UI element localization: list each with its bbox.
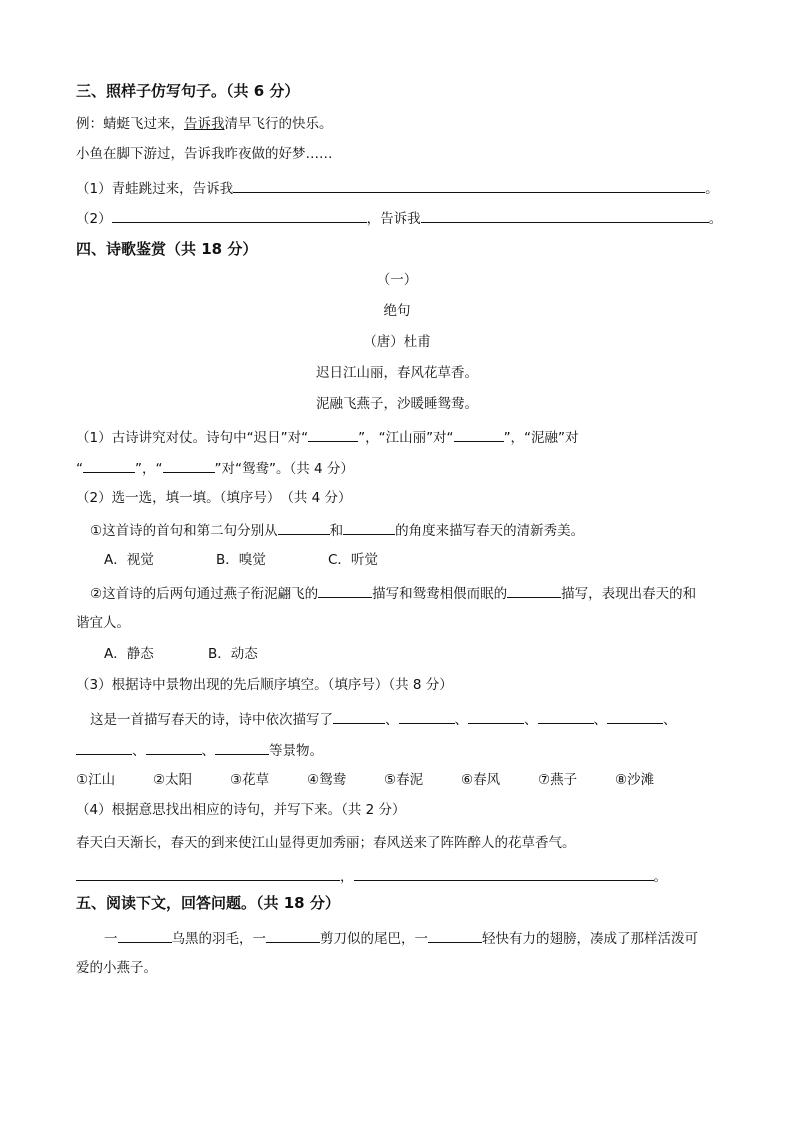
q4-text: 春天白天渐长，春天的到来使江山显得更加秀丽；春风送来了阵阵醉人的花草香气。	[76, 835, 576, 851]
q2-options-2	[104, 645, 258, 663]
q1-text-b: ”，“江山丽”对“	[358, 430, 454, 446]
q2-1-text-c: 的角度来描写春天的清新秀美。	[395, 523, 585, 539]
s3-question-2	[76, 208, 722, 228]
option-a[interactable]: A．视觉	[104, 552, 154, 568]
option-a[interactable]: A．静态	[104, 646, 154, 662]
q3-blank-4[interactable]	[538, 709, 594, 724]
q3-title: （3）根据诗中景物出现的先后顺序填空。（填序号）（共 8 分）	[76, 677, 453, 693]
s5-text-a: 一	[104, 931, 118, 947]
option-c[interactable]: C．听觉	[328, 552, 378, 568]
q1-line-1	[76, 427, 579, 447]
q3-option-4: ④鸳鸯	[307, 772, 347, 788]
q2-2-blank-2[interactable]	[507, 583, 561, 598]
period: 。	[653, 869, 667, 885]
q2-2-text-b: 描写和鸳鸯相偎而眠的	[372, 586, 508, 602]
q2-options-1	[104, 551, 378, 569]
q2-1-blank-1[interactable]	[278, 520, 330, 535]
q3-end-text: 等景物。	[269, 743, 323, 759]
q2-1	[90, 520, 584, 540]
q4-answer-line	[76, 866, 667, 886]
example-sentence	[76, 115, 333, 133]
section-5-title: 五、阅读下文，回答问题。（共 18 分）	[76, 894, 340, 912]
s3-q2-blank-2[interactable]	[421, 208, 709, 223]
q3-blank-3[interactable]	[468, 709, 524, 724]
q2-2-blank-1[interactable]	[318, 583, 372, 598]
s5-blank-2[interactable]	[266, 928, 320, 943]
q2-2-continued: 谐宜人。	[76, 615, 130, 631]
poem-line-2: 泥融飞燕子，沙暖睡鸳鸯。	[316, 396, 478, 412]
poem-line-1: 迟日江山丽，春风花草香。	[316, 365, 478, 381]
q2-1-blank-2[interactable]	[343, 520, 395, 535]
q2-1-text-b: 和	[329, 523, 344, 539]
period: 。	[705, 181, 719, 197]
s5-text-c: 剪刀似的尾巴，一	[320, 931, 428, 947]
q3-line-2	[76, 740, 323, 760]
q3-option-5: ⑤春泥	[384, 772, 424, 788]
separator: 、	[593, 712, 607, 728]
q3-option-1: ①江山	[76, 772, 116, 788]
s5-text-d: 轻快有力的翅膀，凑成了那样活泼可	[482, 931, 698, 947]
q3-blank-2[interactable]	[399, 709, 455, 724]
q1-text-a: （1）古诗讲究对仗。诗句中“迟日”对“	[76, 430, 309, 446]
section-3-title: 三、照样子仿写句子。（共 6 分）	[76, 82, 300, 100]
s3-q2-middle: ，告诉我	[366, 211, 421, 227]
q1-blank-4[interactable]	[163, 458, 215, 473]
option-b[interactable]: B．嗅觉	[216, 552, 266, 568]
q3-options	[76, 771, 654, 789]
option-b[interactable]: B．动态	[208, 646, 258, 662]
s3-q2-blank-1[interactable]	[112, 208, 367, 223]
s3-q1-label: （1）青蛙跳过来，告诉我	[76, 181, 234, 197]
separator: 、	[524, 712, 538, 728]
q3-option-8: ⑧沙滩	[615, 772, 655, 788]
separator: 、	[663, 712, 677, 728]
q3-blank-6[interactable]	[76, 740, 132, 755]
period: 。	[708, 211, 723, 227]
q3-blank-1[interactable]	[333, 709, 385, 724]
poem-author: （唐）杜甫	[363, 334, 431, 350]
q3-line-1	[90, 709, 677, 729]
q3-blank-5[interactable]	[607, 709, 663, 724]
example-prefix: 例：蜻蜓飞过来，	[76, 116, 184, 132]
q3-option-2: ②太阳	[153, 772, 193, 788]
s5-blank-1[interactable]	[118, 928, 172, 943]
example-suffix: 清早飞行的快乐。	[224, 116, 333, 132]
q4-blank-2[interactable]	[354, 866, 654, 881]
q1-line-2	[76, 458, 354, 478]
q2-2-text-c: 描写，表现出春天的和	[561, 586, 697, 602]
q1-blank-1[interactable]	[308, 427, 358, 442]
q2-2	[90, 583, 696, 603]
q3-option-3: ③花草	[230, 772, 270, 788]
comma: ，	[340, 869, 354, 885]
q1-blank-2[interactable]	[454, 427, 504, 442]
poem-title: 绝句	[383, 303, 411, 319]
s3-q1-answer-blank[interactable]	[233, 178, 705, 193]
s5-text-b: 乌黑的羽毛，一	[171, 931, 266, 947]
example-sentence-2: 小鱼在脚下游过，告诉我昨夜做的好梦……	[76, 146, 333, 162]
q2-2-text-a: ②这首诗的后两句通过燕子衔泥翩飞的	[90, 586, 319, 602]
q1-blank-3[interactable]	[83, 458, 135, 473]
s5-paragraph-line-2: 爱的小燕子。	[76, 960, 157, 976]
q3-blank-8[interactable]	[215, 740, 269, 755]
s3-q2-label: （2）	[76, 211, 112, 227]
separator: 、	[201, 743, 215, 759]
q4-title: （4）根据意思找出相应的诗句，并写下来。（共 2 分）	[76, 802, 406, 818]
q3-option-7: ⑦燕子	[538, 772, 578, 788]
separator: 、	[132, 743, 146, 759]
q2-1-text-a: ①这首诗的首句和第二句分别从	[90, 523, 278, 539]
s3-question-1	[76, 178, 719, 198]
q1-text-e: ”，“	[135, 461, 163, 477]
s5-blank-3[interactable]	[428, 928, 482, 943]
separator: 、	[454, 712, 468, 728]
q3-blank-7[interactable]	[146, 740, 202, 755]
separator: 、	[385, 712, 399, 728]
q1-text-f: ”对“鸳鸯”。（共 4 分）	[214, 461, 354, 477]
q4-blank-1[interactable]	[76, 866, 340, 881]
s5-paragraph-line-1	[104, 928, 698, 948]
q3-option-6: ⑥春风	[461, 772, 501, 788]
q1-text-c: ”，“泥融”对	[503, 430, 579, 446]
q3-text: 这是一首描写春天的诗，诗中依次描写了	[90, 712, 333, 728]
q2-title: （2）选一选，填一填。（填序号） （共 4 分）	[76, 490, 352, 506]
section-4-title: 四、诗歌鉴赏（共 18 分）	[76, 240, 258, 258]
poem-number: （一）	[376, 272, 418, 288]
q1-text-d: “	[76, 461, 83, 477]
example-underlined: 告诉我	[184, 116, 225, 132]
